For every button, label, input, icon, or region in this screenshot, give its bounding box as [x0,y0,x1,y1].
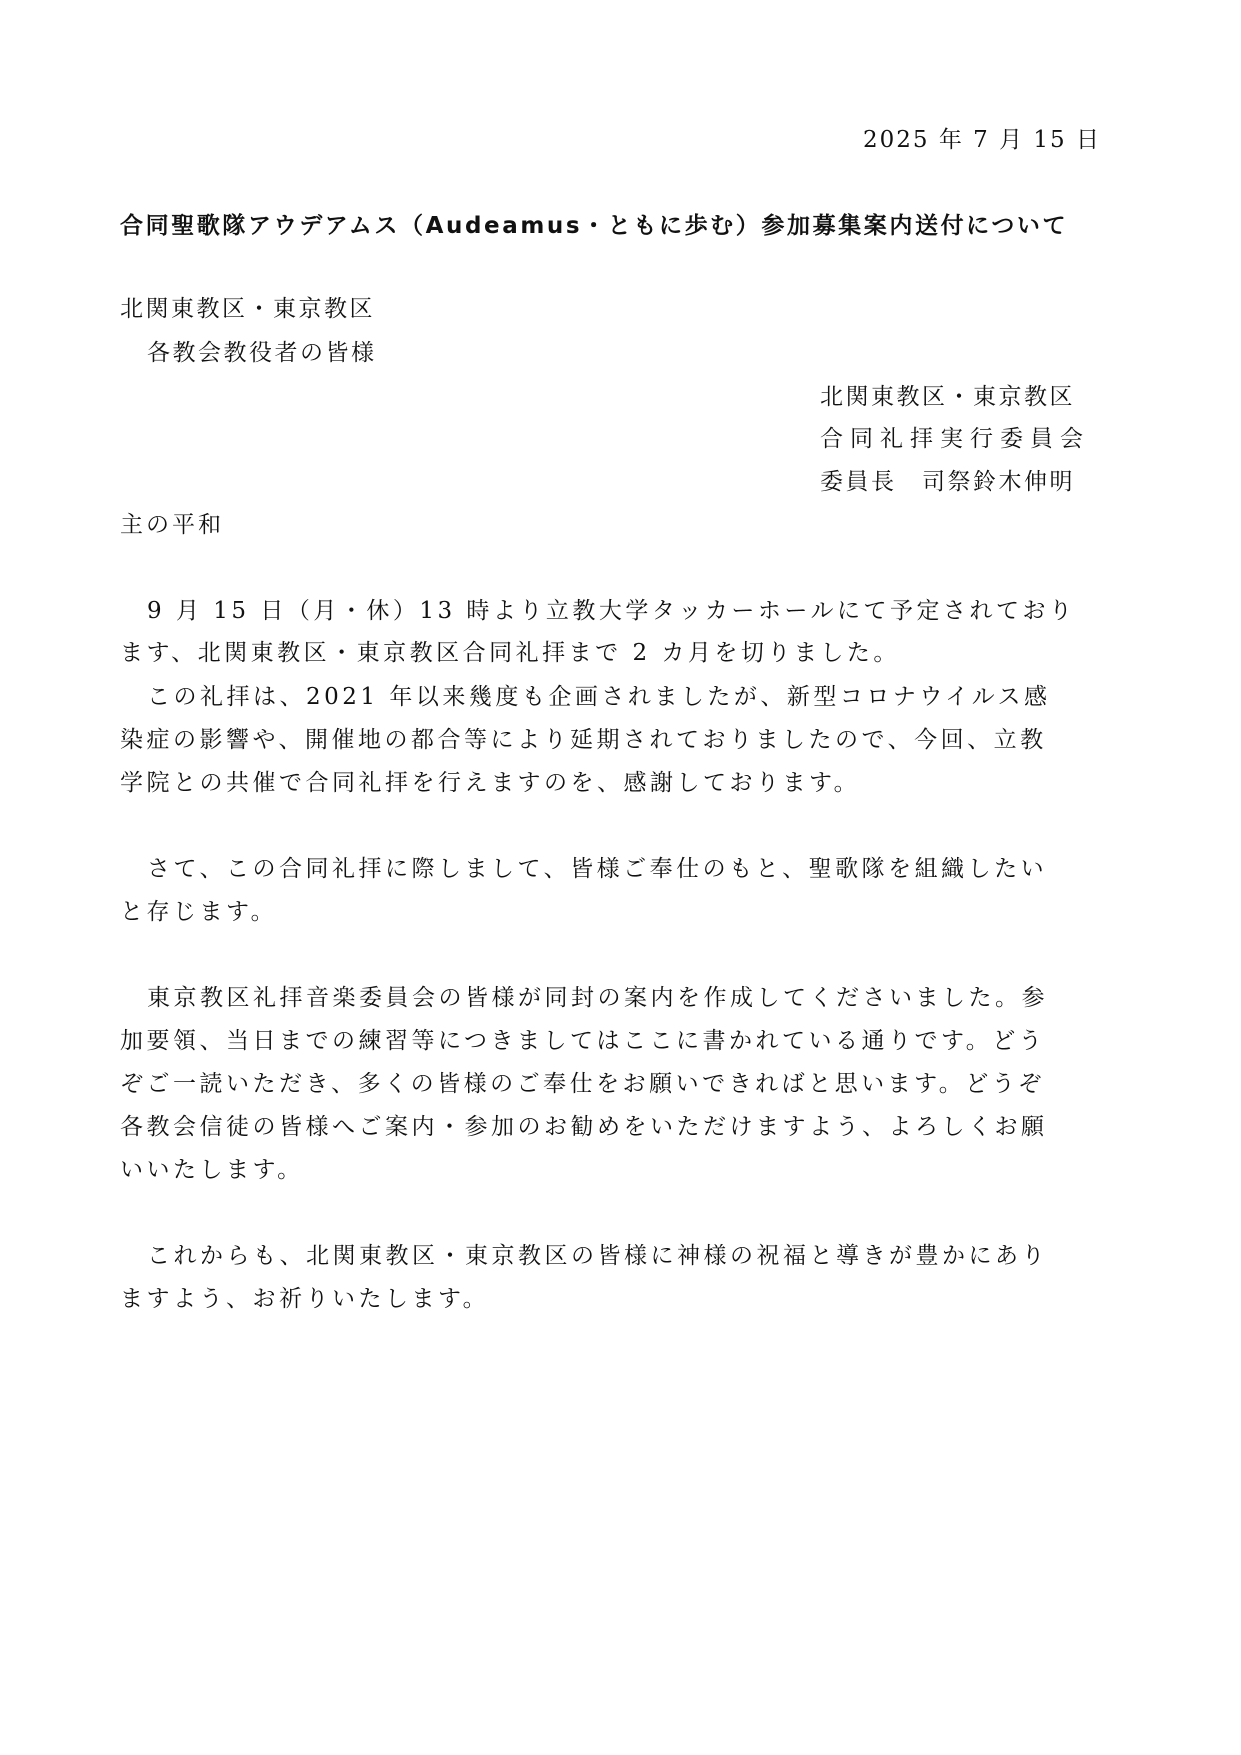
body-line: さて、この合同礼拝に際しまして、皆様ご奉仕のもと、聖歌隊を組織したい [147,856,1048,882]
sender-line: 合同礼拝実行委員会 [820,426,1090,452]
body-line: いいたします。 [120,1157,304,1183]
body-line: これからも、北関東教区・東京教区の皆様に神様の祝福と導きが豊かにあり [147,1243,1048,1269]
body-line: 東京教区礼拝音楽委員会の皆様が同封の案内を作成してくださいました。参 [147,985,1048,1011]
body-line: ぞご一読いただき、多くの皆様のご奉仕をお願いできればと思います。どうぞ [120,1071,1045,1097]
body-line: 学院との共催で合同礼拝を行えますのを、感謝しております。 [120,770,861,796]
letter-date: 2025 年 7 月 15 日 [863,127,1101,153]
body-line: この礼拝は、2021 年以来幾度も企画されましたが、新型コロナウイルス感 [147,684,1051,710]
recipient-line: 北関東教区・東京教区 [120,296,375,322]
body-line: 各教会信徒の皆様へご案内・参加のお勧めをいただけますよう、よろしくお願 [120,1114,1048,1140]
body-line: ますよう、お祈りいたします。 [120,1286,490,1312]
body-line: ます、北関東教区・東京教区合同礼拝まで 2 カ月を切りました。 [120,640,900,666]
body-line: 染症の影響や、開催地の都合等により延期されておりましたので、今回、立教 [120,727,1047,753]
body-line: 加要領、当日までの練習等につきましてはここに書かれている通りです。どう [120,1028,1046,1054]
recipient-line: 各教会教役者の皆様 [147,340,377,366]
letter-title: 合同聖歌隊アウデアムス（Audeamus・ともに歩む）参加募集案内送付について [120,213,1069,239]
body-line: 9 月 15 日（月・休）13 時より立教大学タッカーホールにて予定されており [147,598,1076,624]
greeting: 主の平和 [120,512,224,538]
sender-line: 委員長 司祭鈴木伸明 [820,469,1075,495]
body-line: と存じます。 [120,899,278,925]
sender-line: 北関東教区・東京教区 [820,384,1075,410]
